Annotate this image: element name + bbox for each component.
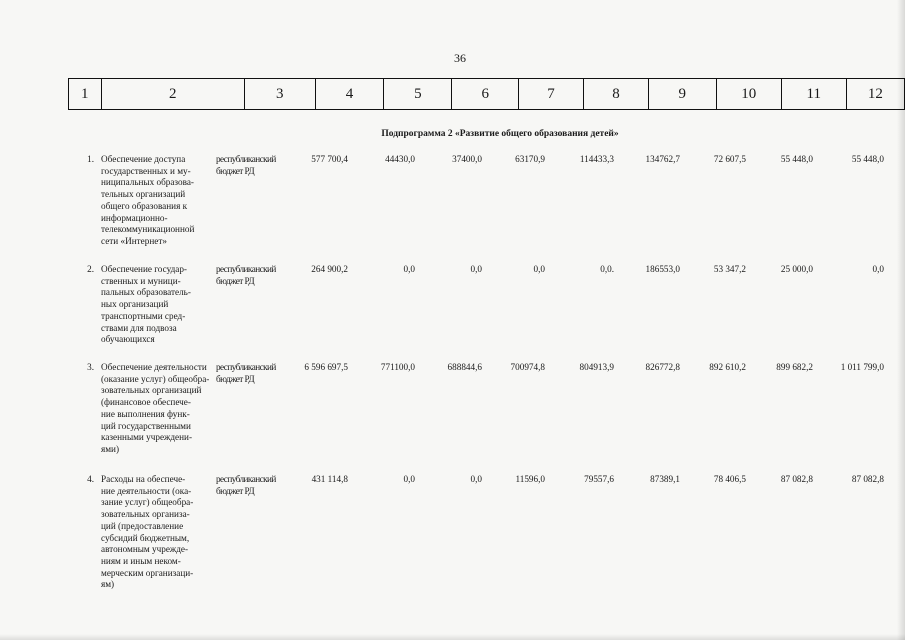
activity-name-line: Обеспечение деятельности [101,362,207,372]
activity-name-line: ние деятельности (ока- [101,485,192,496]
header-cell-9: 9 [648,79,716,110]
activity-name-line: сети «Интернет» [101,235,167,246]
value-col-5: 0,0 [403,474,415,484]
value-col-7: 700974,8 [510,362,545,372]
value-col-12: 55 448,0 [851,154,884,164]
row-number: 2. [87,264,94,274]
activity-name-line: информационно- [101,212,168,223]
value-col-5: 771100,0 [380,362,415,372]
activity-name-line: телекоммуникационной [101,224,195,235]
funding-source-line: бюджет РД [216,275,255,286]
activity-name-line: (финансовое обеспече- [101,397,191,408]
header-cell-4: 4 [315,79,384,110]
value-col-9: 134762,7 [645,154,680,164]
activity-name [101,264,219,346]
value-col-10: 53 347,2 [713,264,746,274]
value-col-11: 55 448,0 [780,154,813,164]
activity-name-line: ций (предоставление [101,520,184,531]
activity-name-line: ние выполнения функ- [101,408,190,419]
activity-name-line: ных организаций [101,299,169,310]
header-cell-2: 2 [101,79,244,110]
value-col-10: 892 610,2 [709,362,746,372]
value-col-9: 826772,8 [645,362,680,372]
activity-name-line: тельных организаций [101,189,186,200]
activity-name-line: ниципальных образова- [101,177,194,188]
value-col-4: 577 700,4 [311,154,348,164]
funding-source-line: республиканский [216,474,276,484]
value-col-8: 79557,6 [584,474,614,484]
value-col-4: 264 900,2 [311,264,348,274]
activity-name-line: общего образования к [101,200,188,211]
value-col-6: 0,0 [470,474,482,484]
value-col-7: 0,0 [533,264,545,274]
activity-name-line: автономным учрежде- [101,544,189,555]
value-col-10: 78 406,5 [713,474,746,484]
header-cell-12: 12 [846,79,904,110]
funding-source-line: республиканский [216,154,276,164]
activity-name-line: Обеспечение государ- [101,264,187,274]
activity-name-line: ствами для подвоза [101,322,177,333]
value-col-6: 37400,0 [452,154,482,164]
activity-name [101,362,219,456]
value-col-12: 0,0 [872,264,884,274]
activity-name-line: зание услуг) общеобра- [101,497,194,508]
value-col-11: 899 682,2 [776,362,813,372]
activity-name-line: ям) [101,579,115,590]
value-col-11: 25 000,0 [780,264,813,274]
value-col-9: 186553,0 [645,264,680,274]
value-col-12: 87 082,8 [851,474,884,484]
value-col-5: 0,0 [403,264,415,274]
header-cell-1: 1 [69,79,102,110]
header-cell-7: 7 [519,79,584,110]
column-number-header [68,78,905,110]
value-col-4: 6 596 697,5 [304,362,348,372]
header-cell-10: 10 [716,79,781,110]
activity-name-line: ниям и иным неком- [101,555,181,566]
value-col-8: 114433,3 [579,154,614,164]
row-number: 4. [87,474,94,484]
activity-name-line: ями) [101,443,120,454]
activity-name-line: (оказание услуг) общеобра- [101,373,210,384]
activity-name-line: Обеспечение доступа [101,154,186,164]
activity-name-line: субсидий бюджетным, [101,532,190,543]
row-number: 1. [87,154,94,164]
value-col-6: 688844,6 [447,362,482,372]
activity-name-line: Расходы на обеспече- [101,474,186,484]
activity-name-line: мерческим организаци- [101,567,194,578]
header-cell-5: 5 [384,79,452,110]
header-cell-3: 3 [244,79,315,110]
activity-name-line: зовательных организа- [101,509,190,520]
value-col-5: 44430,0 [385,154,415,164]
activity-name-line: ций государственными [101,420,191,431]
activity-name-line: государственных и му- [101,165,191,176]
activity-name-line: зовательных организаций [101,385,202,396]
header-cell-8: 8 [584,79,649,110]
funding-source-line: бюджет РД [216,165,255,176]
activity-name [101,154,219,248]
activity-name-line: ственных и муници- [101,275,181,286]
value-col-9: 87389,1 [650,474,680,484]
funding-source-line: республиканский [216,264,276,274]
header-cell-6: 6 [452,79,519,110]
activity-name-line: пальных образователь- [101,287,191,298]
subprogram-title: Подпрограмма 2 «Развитие общего образования детей» [381,129,619,139]
activity-name-line: казенными учреждени- [101,432,193,443]
activity-name-line: транспортными сред- [101,310,186,321]
value-col-8: 804913,9 [579,362,614,372]
activity-name [101,474,219,591]
value-col-4: 431 114,8 [311,474,348,484]
value-col-11: 87 082,8 [780,474,813,484]
row-number: 3. [87,362,94,372]
funding-source-line: бюджет РД [216,485,255,496]
scan-shadow-right [897,0,905,640]
value-col-8: 0,0. [600,264,614,274]
value-col-7: 11596,0 [515,474,545,484]
page-number: 36 [454,51,466,65]
header-cell-11: 11 [781,79,846,110]
header-row [69,79,905,110]
funding-source-line: бюджет РД [216,373,255,384]
activity-name-line: обучающихся [101,334,155,345]
value-col-6: 0,0 [470,264,482,274]
value-col-10: 72 607,5 [713,154,746,164]
value-col-7: 63170,9 [515,154,545,164]
scan-shadow-bottom [0,634,905,640]
funding-source-line: республиканский [216,362,276,372]
value-col-12: 1 011 799,0 [840,362,884,372]
